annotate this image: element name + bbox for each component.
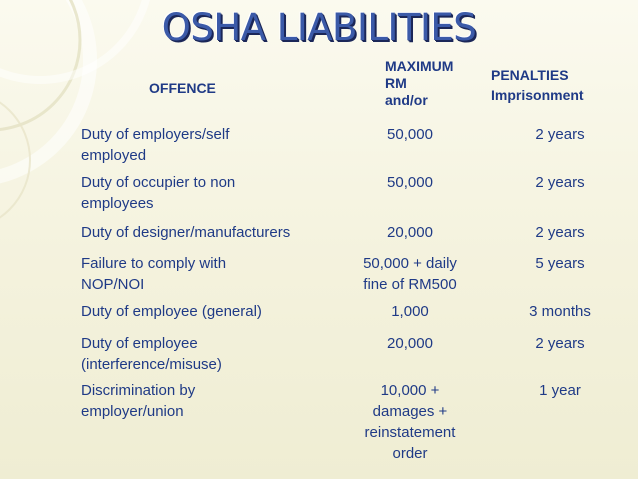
row-offence	[81, 222, 351, 243]
maximum-line: fine of RM500	[363, 276, 457, 293]
maximum-line: order	[392, 445, 428, 462]
row-offence	[81, 301, 351, 322]
maximum-line: damages +	[372, 403, 448, 420]
offence-line: Duty of designer/manufacturers	[81, 224, 291, 241]
offence-line: employer/union	[81, 403, 184, 420]
row-offence	[81, 380, 351, 422]
row-maximum: 50,000	[387, 126, 433, 143]
row-offence	[81, 124, 351, 166]
offence-line: Duty of employers/self	[81, 126, 230, 143]
maximum-line: reinstatement	[364, 424, 456, 441]
maximum-line: 50,000 + daily	[363, 255, 457, 272]
offence-line: employed	[81, 147, 147, 164]
offence-line: NOP/NOI	[81, 276, 145, 293]
row-offence	[81, 333, 351, 375]
maximum-line: 10,000 +	[380, 382, 440, 399]
header-imprisonment: Imprisonment	[491, 87, 584, 103]
row-penalty: 5 years	[535, 255, 585, 272]
row-penalty: 2 years	[535, 174, 585, 191]
row-penalty: 1 year	[539, 382, 581, 399]
row-penalty: 2 years	[535, 224, 585, 241]
slide-title: OSHA LIABILITIES	[161, 6, 477, 49]
header-maximum: MAXIMUM	[385, 58, 454, 74]
row-offence	[81, 172, 351, 214]
header-offence: OFFENCE	[149, 80, 216, 96]
offence-line: employees	[81, 195, 154, 212]
header-penalties: PENALTIES	[491, 67, 569, 83]
offence-line: Failure to comply with	[81, 255, 227, 272]
row-penalty: 3 months	[529, 303, 591, 320]
offence-line: (interference/misuse)	[81, 356, 222, 373]
row-maximum: 20,000	[387, 224, 433, 241]
offence-line: Duty of employee (general)	[81, 303, 262, 320]
row-offence	[81, 253, 351, 295]
header-and-or: and/or	[385, 92, 428, 108]
offence-line: Discrimination by	[81, 382, 196, 399]
row-maximum: 20,000	[387, 335, 433, 352]
offence-line: Duty of occupier to non	[81, 174, 236, 191]
row-penalty: 2 years	[535, 126, 585, 143]
header-maximum-unit: RM	[385, 75, 407, 91]
row-maximum: 50,000	[387, 174, 433, 191]
row-penalty: 2 years	[535, 335, 585, 352]
row-maximum: 1,000	[391, 303, 429, 320]
row-maximum	[340, 380, 480, 464]
row-maximum	[340, 253, 480, 295]
offence-line: Duty of employee	[81, 335, 198, 352]
